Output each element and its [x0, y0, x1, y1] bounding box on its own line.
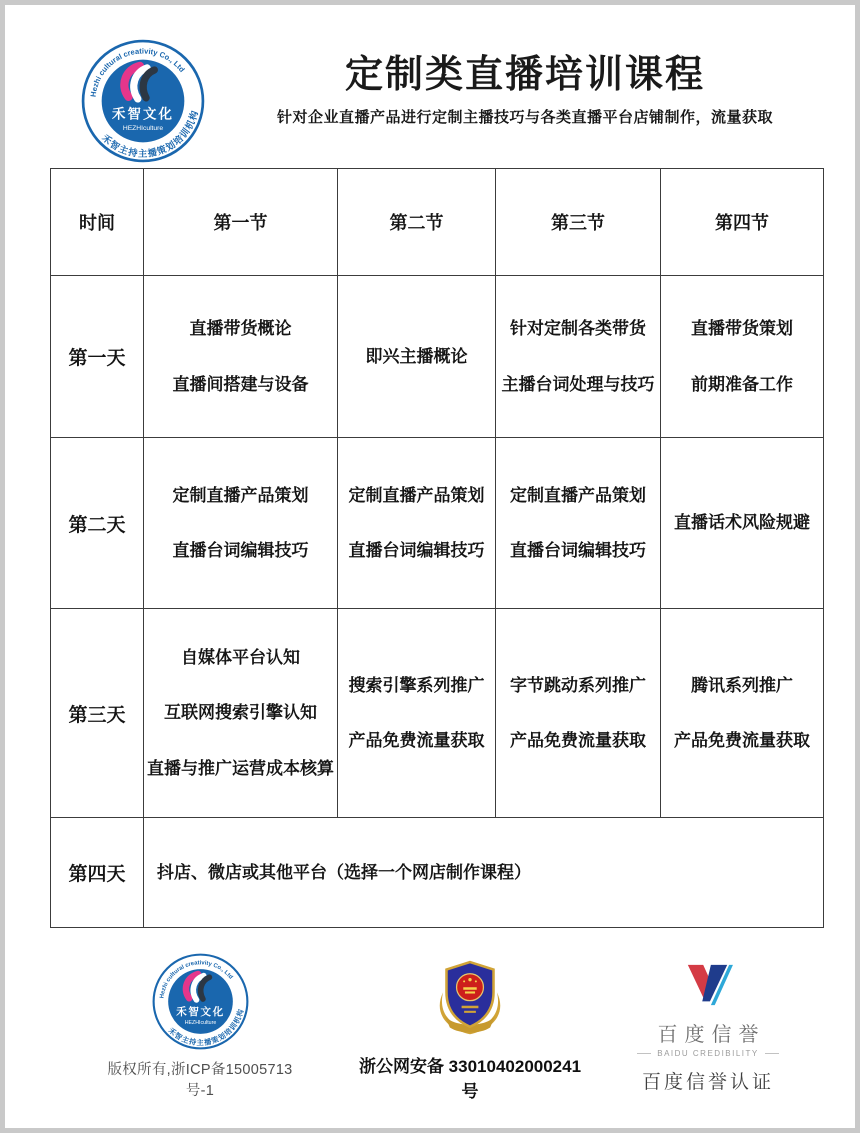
- course-line: 直播带货策划: [691, 319, 793, 339]
- divider: [765, 1053, 779, 1054]
- row-label: 第二天: [51, 438, 144, 609]
- course-cell: [144, 276, 338, 438]
- baidu-certification-text: 百度信誉认证: [641, 1072, 774, 1093]
- police-badge-icon: [428, 957, 512, 1041]
- course-table-body: [51, 169, 824, 928]
- course-line: 前期准备工作: [691, 374, 793, 394]
- table-row: [51, 438, 824, 609]
- course-cell: [338, 609, 496, 818]
- icp-copyright-text: 版权所有,浙ICP备15005713号-1: [107, 1062, 293, 1099]
- row-label: 第四天: [51, 818, 144, 928]
- course-line: 直播带货概论: [189, 319, 292, 339]
- course-line: 字节跳动系列推广: [510, 675, 646, 695]
- column-header: 时间: [51, 169, 144, 276]
- course-line: 互联网搜索引擎认知: [164, 703, 317, 723]
- course-line: 产品免费流量获取: [674, 731, 810, 750]
- table-row: [51, 276, 824, 438]
- course-line: 搜索引擎系列推广: [348, 675, 485, 695]
- hezhi-footer-logo: [152, 953, 249, 1050]
- course-cell: [338, 438, 496, 609]
- row-label: 第一天: [51, 276, 144, 438]
- baidu-credibility-subtitle: BAIDU CREDIBILITY: [657, 1049, 759, 1058]
- column-header: 第一节: [144, 169, 338, 276]
- divider: [637, 1053, 651, 1054]
- course-table: [50, 168, 824, 928]
- course-cell: [496, 609, 661, 818]
- table-row: [51, 609, 824, 818]
- course-line: 自媒体平台认知: [181, 648, 300, 668]
- course-cell: [144, 438, 338, 609]
- hezhi-company-logo: [81, 39, 205, 163]
- police-registration-text: 浙公网安备 33010402000241号: [358, 1057, 582, 1101]
- course-cell: [144, 818, 824, 928]
- course-line: 定制直播产品策划: [172, 485, 309, 505]
- course-line: 主播台词处理与技巧: [501, 374, 655, 394]
- course-cell: [661, 276, 824, 438]
- course-line: 定制直播产品策划: [510, 485, 646, 505]
- course-line: 产品免费流量获取: [348, 731, 485, 750]
- course-cell: [496, 276, 661, 438]
- course-cell: [661, 438, 824, 609]
- footer-police-block: [357, 957, 583, 1102]
- course-line: 直播与推广运营成本核算: [147, 758, 334, 778]
- course-line: 即兴主播概论: [365, 346, 468, 366]
- course-line: 抖店、微店或其他平台（选择一个网店制作课程）: [157, 862, 531, 882]
- row-label: 第三天: [51, 609, 144, 818]
- footer-copyright-block: [95, 953, 305, 1100]
- column-header: 第三节: [496, 169, 661, 276]
- course-line: 定制直播产品策划: [348, 485, 485, 505]
- course-line: 直播台词编辑技巧: [172, 541, 309, 560]
- course-cell: [496, 438, 661, 609]
- table-header-row: [51, 169, 824, 276]
- table-row: [51, 818, 824, 928]
- course-cell: [144, 609, 338, 818]
- baidu-credibility-icon: [678, 961, 738, 1009]
- document-page: [5, 5, 855, 1128]
- course-line: 产品免费流量获取: [510, 731, 646, 750]
- course-line: 针对定制各类带货: [510, 319, 646, 339]
- course-line: 直播间搭建与设备: [172, 374, 309, 394]
- course-line: 直播话术风险规避: [674, 513, 810, 533]
- baidu-credibility-title: 百度信誉: [657, 1024, 766, 1046]
- course-line: 直播台词编辑技巧: [348, 541, 485, 560]
- footer-baidu-block: [611, 961, 805, 1094]
- course-cell: [338, 276, 496, 438]
- header: [240, 55, 810, 127]
- page-title: 定制类直播培训课程: [344, 54, 705, 96]
- column-header: 第二节: [338, 169, 496, 276]
- baidu-credibility-subtitle-row: [611, 1049, 805, 1058]
- page-subtitle: 针对企业直播产品进行定制主播技巧与各类直播平台店铺制作，流量获取: [276, 108, 773, 126]
- course-line: 直播台词编辑技巧: [510, 541, 646, 560]
- course-cell: [661, 609, 824, 818]
- column-header: 第四节: [661, 169, 824, 276]
- course-line: 腾讯系列推广: [691, 675, 793, 695]
